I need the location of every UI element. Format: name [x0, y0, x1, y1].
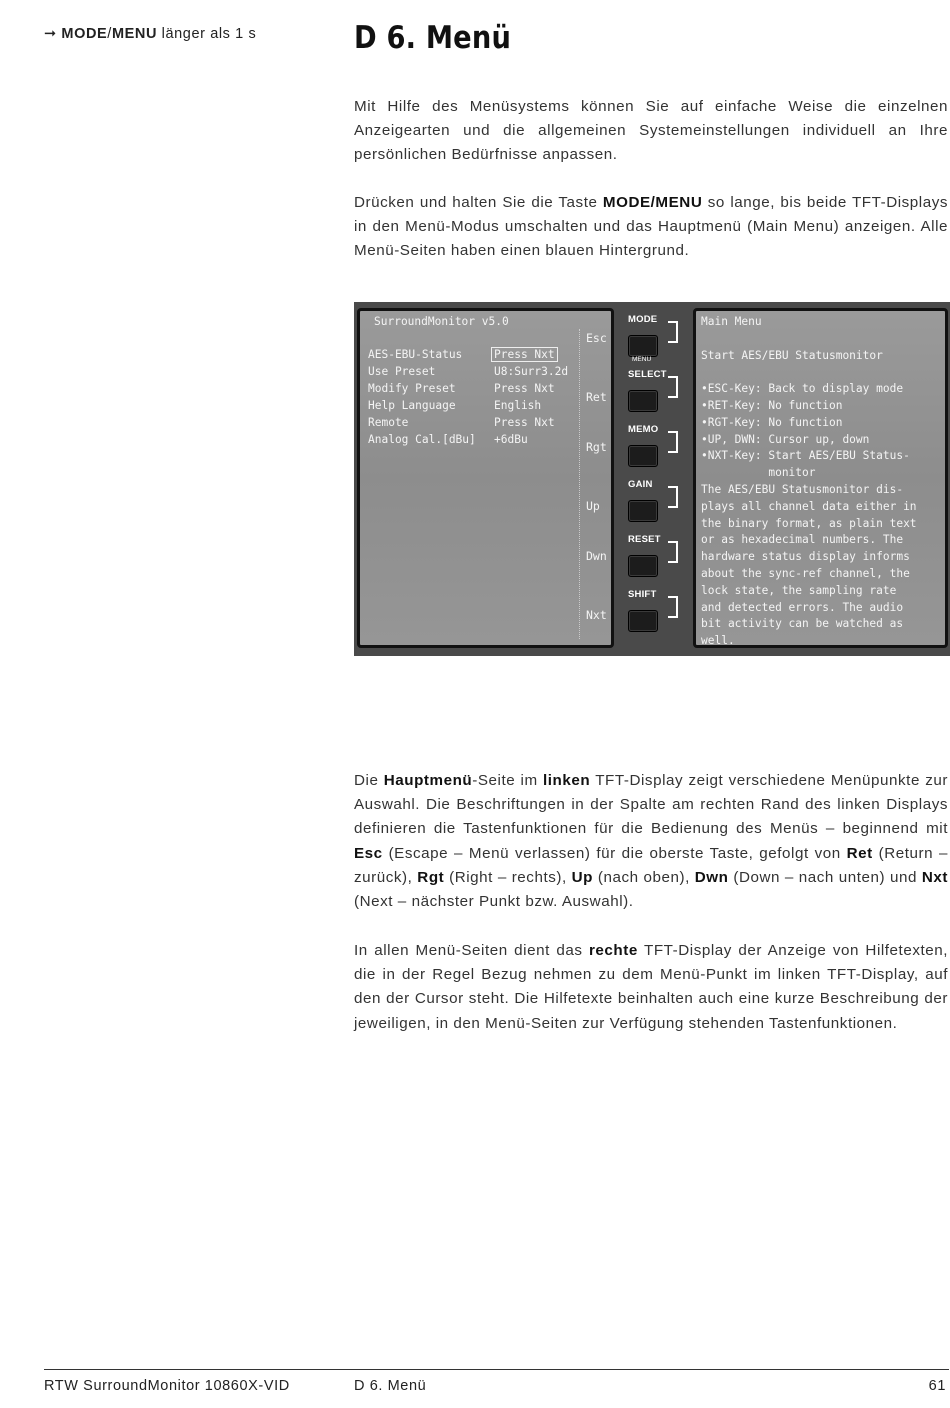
button-label: MODE: [628, 314, 658, 325]
text-span: Drücken und halten Sie die Taste: [354, 194, 603, 211]
help-text-line: hardware status display informs: [701, 550, 910, 564]
hardware-button: [628, 610, 658, 632]
menu-item-value-selected: Press Nxt: [494, 348, 555, 361]
menu-item-label: Remote: [368, 416, 409, 429]
bracket-icon: [668, 596, 678, 618]
menu-item-label: Analog Cal.[dBu]: [368, 433, 476, 446]
text-span: -Seite im: [472, 772, 543, 789]
help-text-line: plays all channel data either in: [701, 499, 917, 513]
menu-item-value: +6dBu: [494, 433, 528, 446]
button-label: RESET: [628, 534, 661, 545]
help-text-line: Main Menu: [701, 315, 762, 328]
softkey-label: Dwn: [586, 549, 607, 563]
menu-item-value: Press Nxt: [494, 416, 555, 429]
text-span: TFT-Display der Anzeige von Hilfetexten, die in der Regel Bezug nehmen zu dem Menü-Punkt im linken TFT-Display, auf den der Cursor steht. Die Hilfetexte beinhalten auch eine kurze Beschreibung der jeweiligen, in den Menü-Seiten zur Verfügung stehenden Tastenfunktionen.: [354, 942, 948, 1032]
menu-item-value: English: [494, 399, 542, 412]
text-span: Die: [354, 772, 384, 789]
text-span: (Next – nächster Punkt bzw. Auswahl).: [354, 893, 634, 911]
button-sublabel: MENU: [632, 356, 652, 363]
right-tft-display: [693, 308, 948, 648]
help-text-line: The AES/EBU Statusmonitor dis-: [701, 483, 904, 496]
page-number: 61: [928, 1378, 946, 1394]
text-span: (Down – nach unten) und: [728, 868, 922, 886]
hardware-button: [628, 390, 658, 412]
softkey-label: Rgt: [586, 440, 607, 454]
bracket-icon: [668, 541, 678, 563]
button-label: MEMO: [628, 424, 659, 435]
help-text-line: •UP, DWN: Cursor up, down: [701, 432, 870, 446]
emphasis: Esc: [354, 844, 383, 862]
help-text-line: and detected errors. The audio: [701, 600, 904, 614]
key-name: MODE/MENU: [602, 194, 703, 211]
help-text-line: Start AES/EBU Statusmonitor: [701, 348, 883, 362]
hardware-button: [628, 500, 658, 522]
device-figure: [354, 302, 950, 656]
button-label: SELECT: [628, 369, 667, 380]
menu-item-label: Use Preset: [368, 365, 436, 378]
help-text-line: well.: [701, 634, 735, 648]
sidenote-slash: /: [107, 26, 112, 42]
softkey-label: Up: [586, 499, 600, 513]
sidenote-key2: MENU: [111, 26, 158, 42]
emphasis: Rgt: [417, 868, 445, 886]
sidenote-key: MODE: [61, 26, 108, 42]
hardware-button: [628, 335, 658, 357]
arrow-icon: ➞: [44, 26, 57, 42]
softkey-label: Nxt: [586, 608, 607, 622]
menu-item-value: Press Nxt: [494, 382, 555, 395]
left-display-paragraph: [354, 769, 948, 914]
page-title: D 6. Menü: [354, 20, 512, 56]
help-text-line: monitor: [701, 466, 816, 480]
help-text-line: about the sync-ref channel, the: [701, 567, 910, 580]
intro-paragraph: Mit Hilfe des Menüsystems können Sie auf einfache Weise die einzelnen Anzeigearten und die allgemeinen Systemeinstellungen individuell an Ihre persönlichen Bedürfnisse anpassen.: [354, 98, 948, 164]
hardware-button-group: [624, 314, 686, 364]
text-span: so lange, bis beide TFT-Displays in den Menü-Modus umschalten und das Hauptmenü (Main Menu) anzeigen. Alle Menü-Seiten haben einen blauen Hintergrund.: [354, 194, 948, 260]
button-label: GAIN: [628, 479, 653, 490]
help-text-line: or as hexadecimal numbers. The: [701, 533, 904, 547]
key-column-divider: [579, 329, 580, 639]
footer-divider: [44, 1369, 949, 1370]
bracket-icon: [668, 321, 678, 343]
emphasis: Hauptmenü: [383, 772, 473, 789]
sidenote-text: länger als 1 s: [157, 26, 257, 42]
hardware-button: [628, 445, 658, 467]
softkey-label: Ret: [586, 390, 607, 404]
emphasis: linken: [543, 772, 591, 789]
screen-header: SurroundMonitor v5.0: [374, 315, 509, 328]
help-text-line: the binary format, as plain text: [701, 516, 917, 530]
menu-item-label: Help Language: [368, 399, 456, 412]
text-span: (Return – zurück),: [354, 844, 949, 886]
help-text-line: •RGT-Key: No function: [701, 415, 843, 429]
hardware-button-group: [624, 479, 686, 529]
menu-item-value: U8:Surr3.2d: [494, 365, 569, 378]
text-span: (Right – rechts),: [444, 868, 572, 886]
softkey-label: Esc: [586, 331, 607, 345]
help-text-line: •ESC-Key: Back to display mode: [701, 382, 904, 396]
menu-item-label: AES-EBU-Status: [368, 348, 463, 361]
bracket-icon: [668, 376, 678, 398]
text-span: TFT-Display zeigt verschiedene Menüpunkte zur Auswahl. Die Beschriftungen in der Spalte am rechten Rand des linken Displays definieren die Tastenfunktionen für die Bedienung des Menüs – beginnend mit: [354, 772, 949, 838]
right-display-paragraph: [354, 939, 948, 1036]
help-text-line: •RET-Key: No function: [701, 399, 843, 412]
footer-product: RTW SurroundMonitor 10860X-VID: [44, 1378, 290, 1394]
hardware-button-group: [624, 369, 686, 419]
emphasis: Nxt: [921, 868, 948, 886]
sidenote: [44, 26, 256, 42]
left-tft-display: [357, 308, 614, 648]
button-label: SHIFT: [628, 589, 657, 600]
emphasis: rechte: [588, 942, 638, 959]
text-span: (Escape – Menü verlassen) für die oberste Taste, gefolgt von: [382, 844, 847, 862]
emphasis: Dwn: [694, 868, 729, 886]
menu-item-label: Modify Preset: [368, 382, 456, 395]
text-span: In allen Menü-Seiten dient das: [354, 942, 589, 959]
emphasis: Up: [571, 868, 593, 886]
hardware-button-group: [624, 589, 686, 639]
help-text-line: bit activity can be watched as: [701, 617, 904, 631]
emphasis: Ret: [846, 844, 873, 862]
hardware-button-group: [624, 534, 686, 584]
instruction-paragraph: [354, 191, 948, 264]
hardware-button: [628, 555, 658, 577]
footer-section: D 6. Menü: [354, 1378, 427, 1394]
help-text-line: lock state, the sampling rate: [701, 583, 897, 597]
text-span: (nach oben),: [592, 868, 695, 886]
bracket-icon: [668, 486, 678, 508]
help-text-line: •NXT-Key: Start AES/EBU Status-: [701, 449, 910, 463]
hardware-button-group: [624, 424, 686, 474]
bracket-icon: [668, 431, 678, 453]
